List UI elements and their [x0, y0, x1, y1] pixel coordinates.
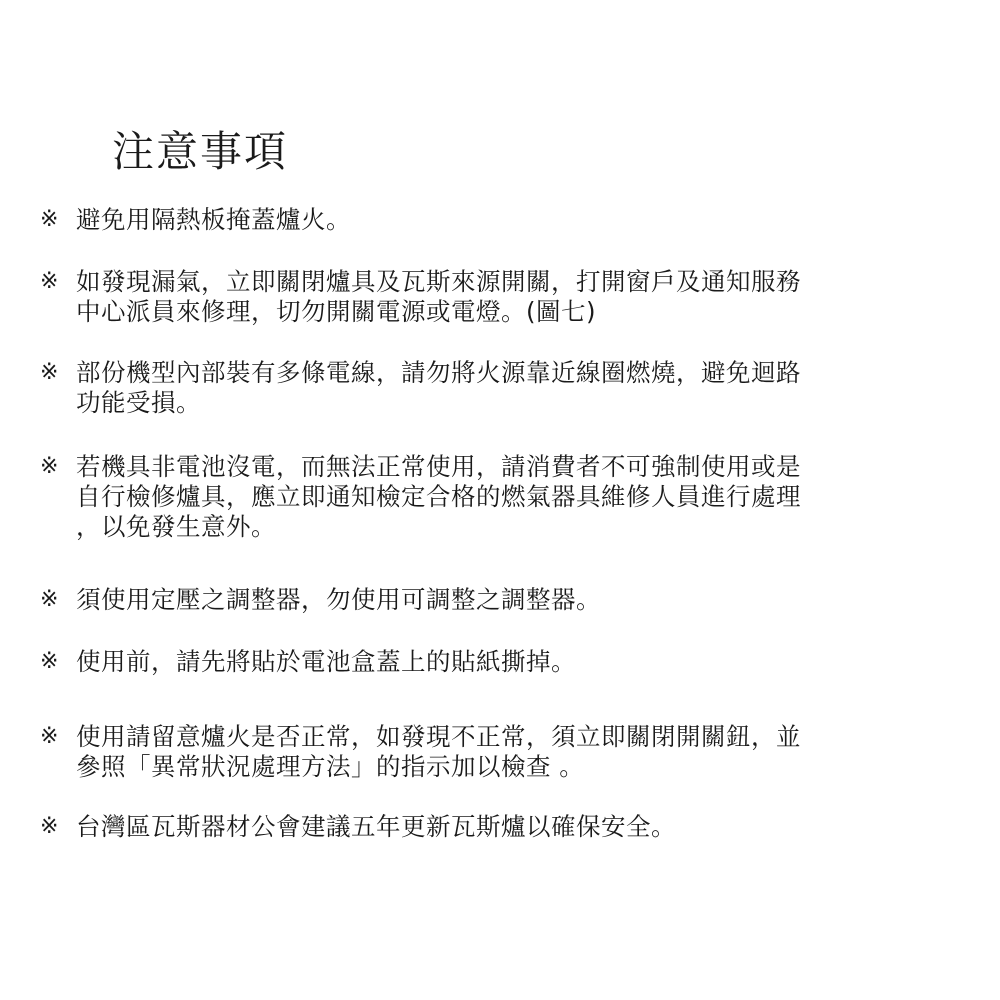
notice-text: 參照「異常狀況處理方法」的指示加以檢查 。 [76, 752, 585, 781]
notice-text: 台灣區瓦斯器材公會建議五年更新瓦斯爐以確保安全。 [76, 812, 676, 841]
bullet-mark: ※ [40, 207, 59, 232]
notice-text: 使用請留意爐火是否正常，如發現不正常，須立即關閉開關鈕，並 [76, 722, 801, 751]
notice-text: 使用前，請先將貼於電池盒蓋上的貼紙撕掉。 [76, 647, 576, 676]
notice-text: 部份機型內部裝有多條電線，請勿將火源靠近線圈燃燒，避免迴路 [76, 358, 801, 387]
notice-text: 功能受損。 [76, 388, 201, 417]
notice-text: 須使用定壓之調整器，勿使用可調整之調整器。 [76, 585, 601, 614]
bullet-mark: ※ [40, 360, 59, 385]
bullet-mark: ※ [40, 649, 59, 674]
notice-text: 自行檢修爐具，應立即通知檢定合格的燃氣器具維修人員進行處理 [76, 482, 801, 511]
bullet-mark: ※ [40, 454, 59, 479]
notice-text: ，以免發生意外。 [76, 512, 276, 541]
bullet-mark: ※ [40, 587, 59, 612]
page-title: 注意事項 [112, 127, 289, 176]
bullet-mark: ※ [40, 814, 59, 839]
bullet-mark: ※ [40, 269, 59, 294]
notice-text: 若機具非電池沒電，而無法正常使用，請消費者不可強制使用或是 [76, 452, 801, 481]
notice-text: 避免用隔熱板掩蓋爐火。 [76, 205, 351, 234]
notice-text: 如發現漏氣，立即關閉爐具及瓦斯來源開關，打開窗戶及通知服務 [76, 267, 801, 296]
bullet-mark: ※ [40, 724, 59, 749]
notice-text: 中心派員來修理，切勿開關電源或電燈。(圖七) [76, 297, 597, 326]
